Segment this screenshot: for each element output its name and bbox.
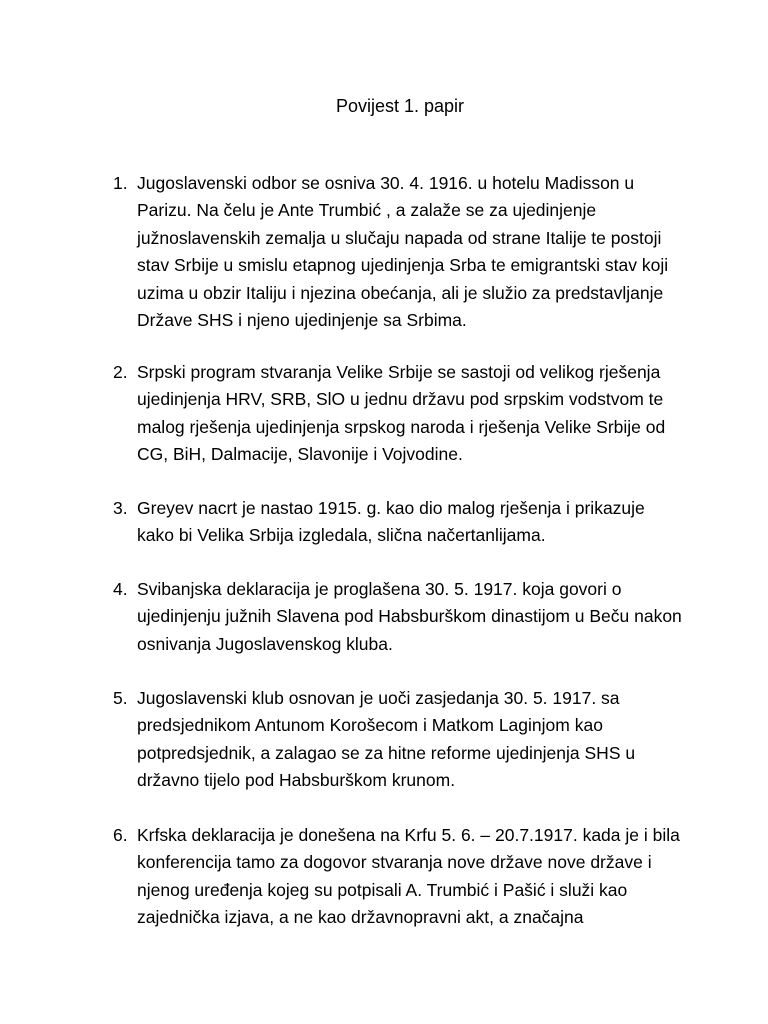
item-number: 2. — [113, 362, 128, 382]
item-number: 5. — [113, 688, 128, 708]
list-item — [113, 170, 683, 334]
item-number: 3. — [113, 498, 128, 518]
list-item — [113, 685, 683, 795]
item-text: Jugoslavenski odbor se osniva 30. 4. 1916. u hotelu Madisson u Parizu. Na čelu je Ante Trumbić , a zalaže se za ujedinjenje južnoslavenskih zemalja u slučaju napada od strane Italije te postoji stav Srbije u smislu etapnog ujedinjenja Srba te emigrantski stav koji uzima u obzir Italiju i njezina obećanja, ali je služio za predstavljanje Države SHS i njeno ujedinjenje sa Srbima. — [137, 173, 669, 331]
list-item — [113, 576, 683, 658]
item-text: Jugoslavenski klub osnovan je uoči zasjedanja 30. 5. 1917. sa predsjednikom Antunom Korošecom i Matkom Laginjom kao potpredsjednik, a zalagao se za hitne reforme ujedinjenja SHS u državno tijelo pod Habsburškom krunom. — [137, 688, 636, 791]
list-item — [113, 495, 683, 550]
list-item — [113, 822, 683, 932]
list-item — [113, 359, 683, 469]
item-text: Krfska deklaracija je donešena na Krfu 5. 6. – 20.7.1917. kada je i bila konferencija tamo za dogovor stvaranja nove države nove države i njenog uređenja kojeg su potpisali A. Trumbić i Pašić i služi kao zajednička izjava, a ne kao državnopravni akt, a značajna — [137, 825, 680, 928]
item-text: Srpski program stvaranja Velike Srbije se sastoji od velikog rješenja ujedinjenja HRV, SRB, SlO u jednu državu pod srpskim vodstvom te malog rješenja ujedinjenja srpskog naroda i rješenja Velike Srbije od CG, BiH, Dalmacije, Slavonije i Vojvodine. — [137, 362, 666, 465]
item-number: 4. — [113, 579, 128, 599]
item-number: 6. — [113, 825, 128, 845]
item-number: 1. — [113, 173, 128, 193]
item-text: Svibanjska deklaracija je proglašena 30. 5. 1917. koja govori o ujedinjenju južnih Slavena pod Habsburškom dinastijom u Beču nakon osnivanja Jugoslavenskog kluba. — [137, 579, 682, 654]
item-text: Greyev nacrt je nastao 1915. g. kao dio malog rješenja i prikazuje kako bi Velika Srbija izgledala, slična načertanlijama. — [137, 498, 645, 546]
document-title: Povijest 1. papir — [335, 96, 465, 116]
